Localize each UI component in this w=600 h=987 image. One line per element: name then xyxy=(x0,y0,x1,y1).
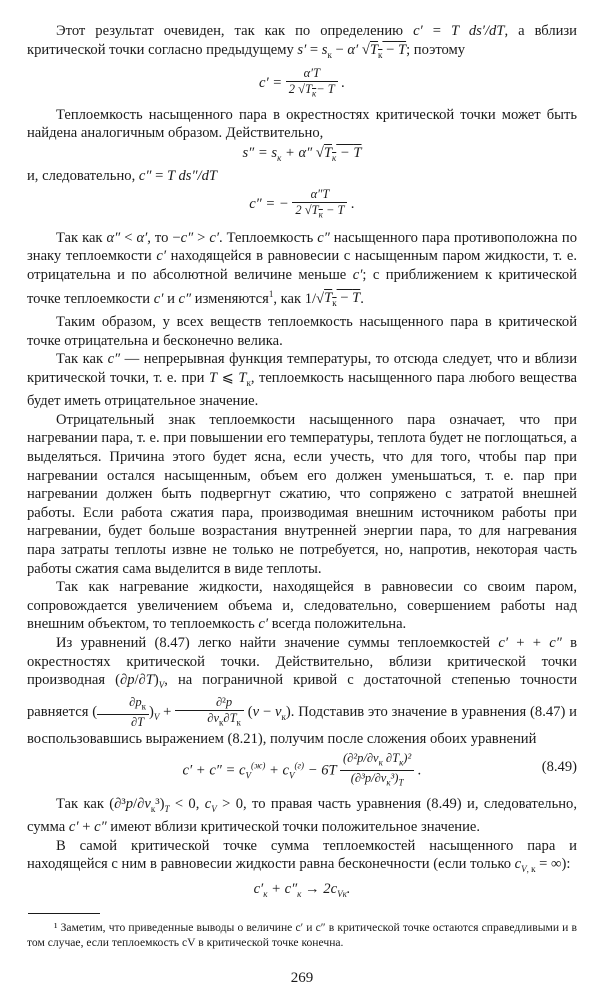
paragraph-8: Так как нагревание жидкости, находящейся в равновесии со своим паром, сопровождается увеличением объема и, следовательно, совершением работы над внешним объектом, то теплоемкость c′ всегда положительна. xyxy=(27,579,577,633)
paragraph-1: Этот результат очевиден, так как по определению c′ = T ds′/dT, а вблизи критической точки согласно предыдущему $s' = s_к - \alpha'$ $√T_к - T$; поэтому xyxy=(27,23,577,60)
equation-8-49: $c' + c'' = c_V^{(ж)} + c_V^{(г)} - 6T$ $\frac{(\partial^2p/\partial v_к \partial T_к)^2}{(\partial^3p/\partial v_к^3)_T}$ . (8.49) xyxy=(182,750,577,788)
equation-c-double-prime: c″ = − $\frac{\alpha''T}{2 √T_к - T}$ . xyxy=(249,187,355,220)
paragraph-2: Теплоемкость насыщенного пара в окрестностях критической точки может быть найдена аналогичным образом. Действительно, xyxy=(27,106,577,142)
paragraph-11: В самой критической точке сумма теплоемкостей насыщенного пара и находящейся с ним в равновесии жидкости равна бесконечности (если только $c_{V, к}$ = ∞): xyxy=(27,837,577,875)
paragraph-6: Так как c″ — непрерывная функция температуры, то отсюда следует, что и вблизи критической точки, т. е. при T ⩽ $T_к$, теплоемкость насыщенного пара любого вещества будет иметь отрицательное значение. xyxy=(27,351,578,410)
paragraph-3: и, следовательно, c″ = T ds″/dT xyxy=(27,167,217,184)
paragraph-7: Отрицательный знак теплоемкости насыщенного пара означает, что при нагревании пара, т. е. при повышении его температуры, теплота будет не поглощаться, а выделяться. Причина этого будет ясна, если учесть, что для того, чтобы пар при нагревании остался насыщенным, объем его должен уменьшаться, т. е. пар при нагревании должен быть подвергнут сжатию, что сопряжено с затратой внешней работы. Если работа сжатия пара, производимая внешним источником работы при нагревании, будет больше возрастания внутренней энергии пара, то для нагревания пара затраты теплоты извне не только не потребуется, но, напротив, некоторая часть работы сжатия сама выделится в виде теплоты. xyxy=(27,411,577,577)
book-page xyxy=(27,22,577,987)
equation-sum-critical: $c'_к + c''_к \to 2c_{Vк}$. xyxy=(253,880,351,899)
footnote: ¹ Заметим, что приведенные выводы о величине c′ и c″ в критической точке остаются справедливыми и в том случае, если теплоемкость cV в критической точке конечна. xyxy=(27,920,577,949)
paragraph-4: Так как α″ < α′, то −c″ > c′. Теплоемкость c″ насыщенного пара противоположна по знаку теплоемкости c′ находящейся в равновесии с насыщенным паром жидкости, т. е. отрицательна и по абсолютной величине меньше c′; с приближением к критической точке теплоемкости c′ и c″ изменяются$^1$, как $1/√T_к - T$. xyxy=(27,229,577,309)
paragraph-5: Таким образом, у всех веществ теплоемкость насыщенного пара в критической точке отрицательна и бесконечно велика. xyxy=(27,313,577,349)
footnote-divider xyxy=(28,913,100,914)
page-number: 269 xyxy=(290,969,314,986)
equation-s-double-prime: $s'' = s_к + \alpha''$ $√T_к - T$ xyxy=(242,144,362,163)
equation-number: (8.49) xyxy=(541,758,577,775)
equation-c-prime: c′ = $\frac{\alpha'T}{2 √T_к- T}$ . xyxy=(258,66,346,99)
paragraph-9: Из уравнений (8.47) легко найти значение суммы теплоемкостей c′ + + c″ в окрестностях критической точки. Действительно, вблизи критической точки производная $(\partial p/\partial T)_V$, на пограничной кривой с достаточной степенью точности равняется ( $\frac{\partial p_к}{\partial T}$ )$_V$ + $\frac{\text{∂²p}}{\partial v_к\partial T_к}$ $(v - v_к)$. Подставив это значение в уравнения (8.47) и воспользовавшись выражением (8.21), получим после сложения обоих уравнений xyxy=(27,634,578,748)
paragraph-10: Так как $(\partial^3p/\partial v_к^3)_T < 0$, $c_V > 0$, то правая часть уравнения (8.49) и, следовательно, сумма c′ + c″ имеют вблизи критической точки положительное значение. xyxy=(27,795,577,836)
